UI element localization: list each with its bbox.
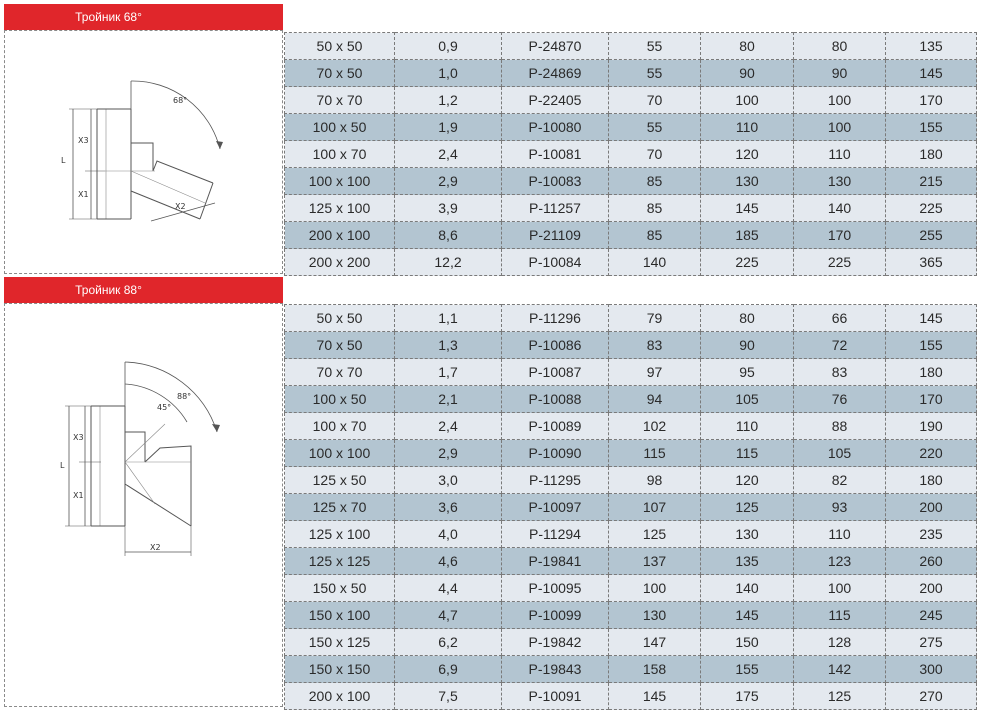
cell-length: 200 [886, 575, 977, 602]
section-title-68: Тройник 68° [4, 4, 283, 30]
table-row [285, 114, 977, 141]
cell-dimensions: 125 x 100 [285, 521, 395, 548]
cell-length: 215 [886, 168, 977, 195]
cell-length: 170 [886, 87, 977, 114]
cell-weight: 4,7 [395, 602, 502, 629]
cell-x2: 95 [701, 359, 794, 386]
table-row [285, 683, 977, 710]
cell-x1: 55 [609, 60, 701, 87]
cell-x1: 145 [609, 683, 701, 710]
cell-x3: 100 [794, 114, 886, 141]
cell-length: 135 [886, 33, 977, 60]
cell-article: P-10081 [502, 141, 609, 168]
cell-weight: 4,0 [395, 521, 502, 548]
cell-x2: 105 [701, 386, 794, 413]
cell-article: P-10087 [502, 359, 609, 386]
cell-x1: 85 [609, 195, 701, 222]
cell-x2: 100 [701, 87, 794, 114]
cell-dimensions: 150 x 50 [285, 575, 395, 602]
table-row [285, 195, 977, 222]
cell-article: P-19843 [502, 656, 609, 683]
cell-dimensions: 150 x 150 [285, 656, 395, 683]
cell-x2: 145 [701, 602, 794, 629]
angle-outer-label-88: 88° [177, 392, 192, 401]
cell-x2: 145 [701, 195, 794, 222]
cell-article: P-24870 [502, 33, 609, 60]
cell-article: P-10099 [502, 602, 609, 629]
cell-weight: 2,4 [395, 141, 502, 168]
cell-x1: 55 [609, 114, 701, 141]
cell-x3: 66 [794, 305, 886, 332]
cell-length: 180 [886, 141, 977, 168]
table-row [285, 386, 977, 413]
cell-dimensions: 150 x 125 [285, 629, 395, 656]
dim-x3-label-88: X3 [73, 433, 84, 442]
cell-x3: 110 [794, 521, 886, 548]
cell-x2: 155 [701, 656, 794, 683]
cell-x3: 170 [794, 222, 886, 249]
cell-x1: 94 [609, 386, 701, 413]
cell-x1: 107 [609, 494, 701, 521]
dim-l-label-88: L [60, 461, 65, 470]
cell-dimensions: 200 x 100 [285, 683, 395, 710]
cell-x3: 90 [794, 60, 886, 87]
cell-x3: 140 [794, 195, 886, 222]
table-row [285, 521, 977, 548]
cell-weight: 8,6 [395, 222, 502, 249]
table-row [285, 60, 977, 87]
cell-x1: 100 [609, 575, 701, 602]
cell-dimensions: 150 x 100 [285, 602, 395, 629]
cell-weight: 7,5 [395, 683, 502, 710]
cell-x3: 83 [794, 359, 886, 386]
cell-dimensions: 50 x 50 [285, 305, 395, 332]
cell-weight: 12,2 [395, 249, 502, 276]
angle-inner-label-88: 45° [157, 403, 172, 412]
cell-weight: 4,4 [395, 575, 502, 602]
cell-dimensions: 125 x 100 [285, 195, 395, 222]
dim-x1-label-88: X1 [73, 491, 84, 500]
cell-dimensions: 200 x 200 [285, 249, 395, 276]
cell-x2: 150 [701, 629, 794, 656]
table-row [285, 440, 977, 467]
cell-dimensions: 50 x 50 [285, 33, 395, 60]
cell-dimensions: 70 x 50 [285, 60, 395, 87]
cell-weight: 1,1 [395, 305, 502, 332]
cell-dimensions: 100 x 70 [285, 413, 395, 440]
cell-dimensions: 125 x 70 [285, 494, 395, 521]
cell-dimensions: 100 x 100 [285, 440, 395, 467]
cell-x3: 82 [794, 467, 886, 494]
cell-x1: 70 [609, 141, 701, 168]
cell-length: 255 [886, 222, 977, 249]
cell-x1: 140 [609, 249, 701, 276]
section-title-88: Тройник 88° [4, 277, 283, 303]
cell-x1: 147 [609, 629, 701, 656]
cell-x2: 130 [701, 168, 794, 195]
cell-dimensions: 70 x 50 [285, 332, 395, 359]
cell-x3: 130 [794, 168, 886, 195]
cell-x2: 185 [701, 222, 794, 249]
cell-x2: 120 [701, 141, 794, 168]
cell-weight: 1,7 [395, 359, 502, 386]
cell-x1: 79 [609, 305, 701, 332]
cell-length: 220 [886, 440, 977, 467]
cell-weight: 4,6 [395, 548, 502, 575]
cell-weight: 2,4 [395, 413, 502, 440]
table-tee-68 [284, 32, 977, 276]
cell-length: 170 [886, 386, 977, 413]
table-row [285, 249, 977, 276]
dim-l-label-68: L [61, 156, 66, 165]
cell-dimensions: 100 x 50 [285, 114, 395, 141]
cell-article: P-19842 [502, 629, 609, 656]
diagram-tee-88 [4, 303, 283, 707]
cell-x2: 115 [701, 440, 794, 467]
cell-x2: 125 [701, 494, 794, 521]
cell-length: 180 [886, 359, 977, 386]
cell-x3: 88 [794, 413, 886, 440]
cell-x2: 110 [701, 114, 794, 141]
cell-weight: 2,1 [395, 386, 502, 413]
table-row [285, 141, 977, 168]
cell-article: P-11295 [502, 467, 609, 494]
table-row [285, 222, 977, 249]
cell-weight: 1,3 [395, 332, 502, 359]
cell-length: 270 [886, 683, 977, 710]
cell-weight: 3,9 [395, 195, 502, 222]
cell-length: 245 [886, 602, 977, 629]
cell-article: P-10086 [502, 332, 609, 359]
cell-x3: 93 [794, 494, 886, 521]
cell-length: 155 [886, 332, 977, 359]
table-row [285, 467, 977, 494]
cell-article: P-19841 [502, 548, 609, 575]
cell-article: P-10083 [502, 168, 609, 195]
cell-article: P-11257 [502, 195, 609, 222]
cell-length: 225 [886, 195, 977, 222]
cell-article: P-11296 [502, 305, 609, 332]
cell-weight: 6,9 [395, 656, 502, 683]
cell-article: P-24869 [502, 60, 609, 87]
cell-article: P-10090 [502, 440, 609, 467]
cell-x3: 76 [794, 386, 886, 413]
cell-x2: 90 [701, 60, 794, 87]
cell-x1: 130 [609, 602, 701, 629]
cell-dimensions: 200 x 100 [285, 222, 395, 249]
cell-dimensions: 100 x 50 [285, 386, 395, 413]
cell-x3: 100 [794, 87, 886, 114]
cell-x2: 80 [701, 305, 794, 332]
cell-x1: 85 [609, 168, 701, 195]
cell-x2: 140 [701, 575, 794, 602]
cell-article: P-10084 [502, 249, 609, 276]
cell-article: P-10088 [502, 386, 609, 413]
cell-length: 200 [886, 494, 977, 521]
cell-dimensions: 125 x 125 [285, 548, 395, 575]
cell-x2: 175 [701, 683, 794, 710]
tee-88-drawing [5, 304, 284, 708]
cell-length: 145 [886, 305, 977, 332]
table-row [285, 359, 977, 386]
cell-x1: 83 [609, 332, 701, 359]
cell-length: 180 [886, 467, 977, 494]
cell-dimensions: 100 x 70 [285, 141, 395, 168]
cell-dimensions: 70 x 70 [285, 87, 395, 114]
cell-x3: 115 [794, 602, 886, 629]
cell-x1: 115 [609, 440, 701, 467]
cell-weight: 1,9 [395, 114, 502, 141]
cell-weight: 1,2 [395, 87, 502, 114]
cell-x2: 120 [701, 467, 794, 494]
cell-x1: 97 [609, 359, 701, 386]
cell-x3: 80 [794, 33, 886, 60]
cell-dimensions: 70 x 70 [285, 359, 395, 386]
cell-length: 235 [886, 521, 977, 548]
angle-label-68: 68° [173, 96, 188, 105]
table-row [285, 332, 977, 359]
table-row [285, 656, 977, 683]
cell-x2: 110 [701, 413, 794, 440]
cell-article: P-21109 [502, 222, 609, 249]
cell-weight: 2,9 [395, 440, 502, 467]
cell-x1: 137 [609, 548, 701, 575]
dim-x2-label-88: X2 [150, 543, 161, 552]
cell-x3: 128 [794, 629, 886, 656]
table-row [285, 33, 977, 60]
cell-weight: 3,0 [395, 467, 502, 494]
cell-x2: 80 [701, 33, 794, 60]
cell-weight: 2,9 [395, 168, 502, 195]
cell-x3: 225 [794, 249, 886, 276]
table-row [285, 413, 977, 440]
cell-x2: 90 [701, 332, 794, 359]
cell-x3: 105 [794, 440, 886, 467]
cell-x2: 130 [701, 521, 794, 548]
cell-x3: 72 [794, 332, 886, 359]
table-row [285, 602, 977, 629]
cell-x1: 85 [609, 222, 701, 249]
cell-x3: 142 [794, 656, 886, 683]
cell-x3: 125 [794, 683, 886, 710]
table-body-88 [285, 305, 977, 710]
cell-article: P-22405 [502, 87, 609, 114]
cell-article: P-11294 [502, 521, 609, 548]
cell-length: 145 [886, 60, 977, 87]
cell-x1: 158 [609, 656, 701, 683]
cell-length: 190 [886, 413, 977, 440]
cell-dimensions: 100 x 100 [285, 168, 395, 195]
cell-article: P-10095 [502, 575, 609, 602]
cell-article: P-10080 [502, 114, 609, 141]
table-row [285, 87, 977, 114]
table-row [285, 548, 977, 575]
cell-weight: 0,9 [395, 33, 502, 60]
tee-68-drawing [5, 31, 284, 275]
diagram-tee-68 [4, 30, 283, 274]
table-body-68 [285, 33, 977, 276]
table-row [285, 494, 977, 521]
cell-article: P-10089 [502, 413, 609, 440]
table-row [285, 305, 977, 332]
cell-article: P-10091 [502, 683, 609, 710]
cell-x1: 55 [609, 33, 701, 60]
dim-x1-label-68: X1 [78, 190, 89, 199]
cell-length: 155 [886, 114, 977, 141]
cell-x1: 102 [609, 413, 701, 440]
cell-length: 300 [886, 656, 977, 683]
cell-x3: 110 [794, 141, 886, 168]
cell-dimensions: 125 x 50 [285, 467, 395, 494]
cell-weight: 1,0 [395, 60, 502, 87]
cell-x2: 225 [701, 249, 794, 276]
cell-article: P-10097 [502, 494, 609, 521]
cell-weight: 3,6 [395, 494, 502, 521]
cell-x1: 70 [609, 87, 701, 114]
table-row [285, 629, 977, 656]
cell-length: 275 [886, 629, 977, 656]
dim-x2-label-68: X2 [175, 202, 186, 211]
cell-length: 365 [886, 249, 977, 276]
cell-x1: 98 [609, 467, 701, 494]
table-row [285, 168, 977, 195]
cell-x3: 100 [794, 575, 886, 602]
cell-x2: 135 [701, 548, 794, 575]
cell-x3: 123 [794, 548, 886, 575]
cell-length: 260 [886, 548, 977, 575]
dim-x3-label-68: X3 [78, 136, 89, 145]
table-tee-88 [284, 304, 977, 710]
cell-weight: 6,2 [395, 629, 502, 656]
cell-x1: 125 [609, 521, 701, 548]
table-row [285, 575, 977, 602]
